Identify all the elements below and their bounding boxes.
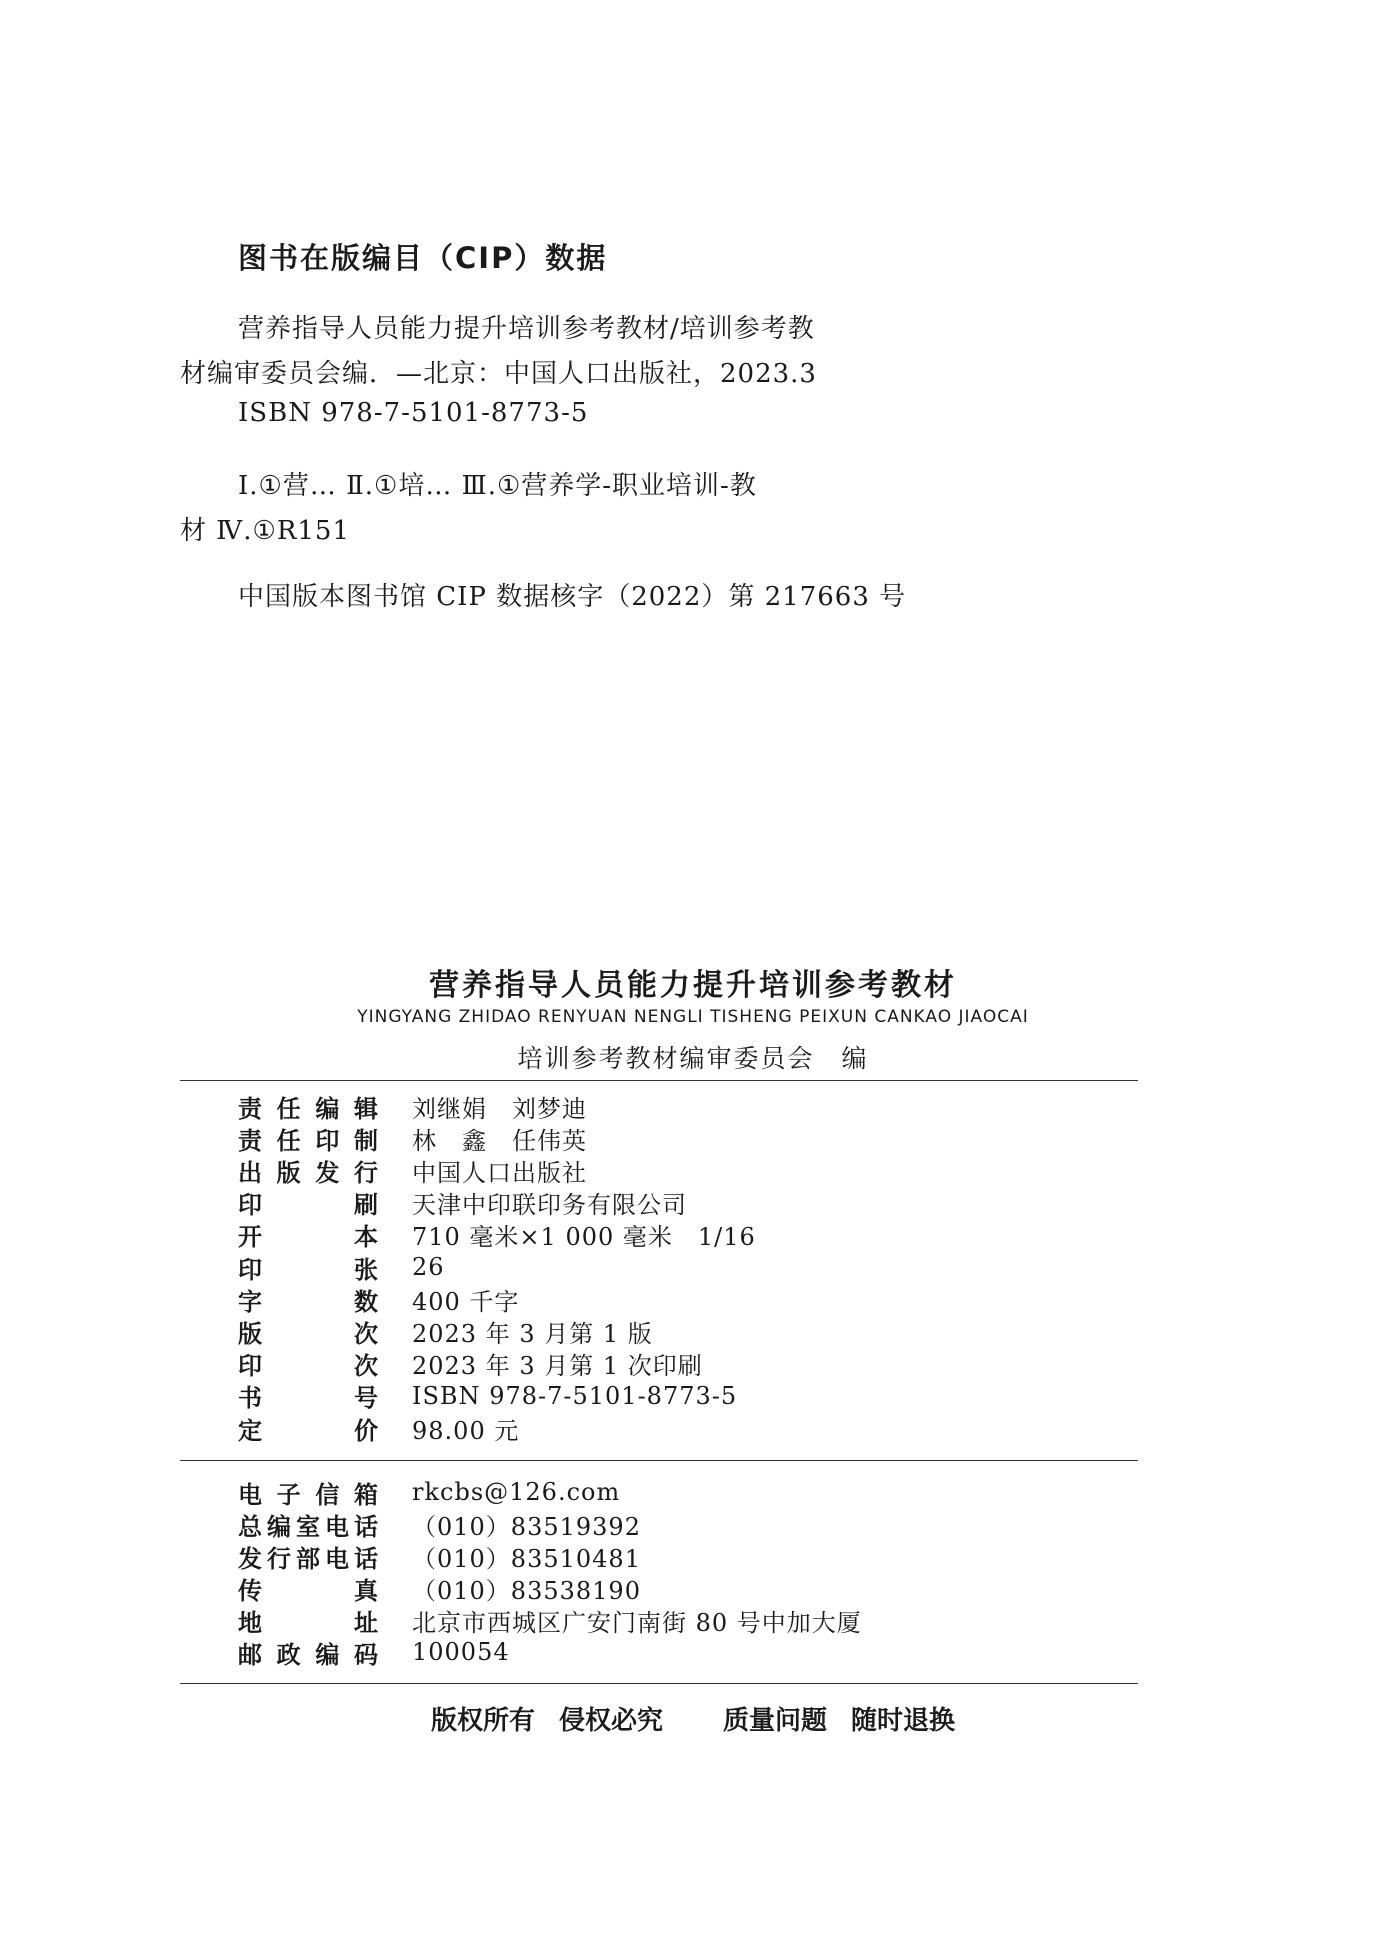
info-label-char: 次 xyxy=(354,1319,378,1348)
info-label-char: 编 xyxy=(267,1512,291,1541)
cip-line: 中国版本图书馆 CIP 数据核字（2022）第 217663 号 xyxy=(238,582,907,612)
info-label-char: 部 xyxy=(296,1544,320,1573)
info-label-char: 任 xyxy=(276,1094,301,1123)
book-pinyin: YINGYANG ZHIDAO RENYUAN NENGLI TISHENG PEIXUN CANKAO JIAOCAI xyxy=(357,1007,1029,1027)
cip-heading: 图书在版编目（CIP）数据 xyxy=(238,241,608,275)
contact-info-row xyxy=(238,1476,620,1508)
info-label-char: 张 xyxy=(354,1255,378,1284)
publication-info-row xyxy=(238,1412,519,1444)
info-value: 98.00 元 xyxy=(412,1416,520,1445)
info-label xyxy=(238,1185,378,1220)
publication-info-row xyxy=(238,1315,653,1347)
info-label-char: 印 xyxy=(315,1126,340,1155)
info-label xyxy=(238,1571,378,1606)
info-value: 2023 年 3 月第 1 版 xyxy=(412,1319,653,1348)
info-value: rkcbs@126.com xyxy=(412,1478,621,1506)
info-label-char: 邮 xyxy=(238,1640,262,1669)
footer-text: 版权所有 xyxy=(430,1706,535,1736)
info-label-char: 出 xyxy=(238,1158,262,1187)
info-label-char: 室 xyxy=(296,1512,320,1541)
publication-info-row xyxy=(238,1251,445,1283)
cip-line: Ⅰ.①营… Ⅱ.①培… Ⅲ.①营养学-职业培训-教 xyxy=(238,471,757,501)
info-label-char: 刷 xyxy=(354,1191,378,1220)
book-editor: 培训参考教材编审委员会 编 xyxy=(517,1044,869,1073)
info-label-char: 发 xyxy=(238,1544,262,1573)
footer-text: 质量问题 xyxy=(723,1706,828,1736)
publication-info-row xyxy=(238,1154,587,1186)
info-label xyxy=(238,1121,378,1156)
contact-info-row xyxy=(238,1572,641,1604)
cip-line: 营养指导人员能力提升培训参考教材/培训参考教 xyxy=(238,314,815,344)
info-value: ISBN 978-7-5101-8773-5 xyxy=(412,1381,738,1410)
publication-info-row xyxy=(238,1187,687,1219)
cip-line: 材编审委员会编．—北京：中国人口出版社，2023.3 xyxy=(180,359,817,389)
info-label-char: 址 xyxy=(354,1608,378,1637)
info-label-char: 印 xyxy=(238,1255,262,1284)
info-label-char: 次 xyxy=(354,1352,378,1381)
info-label xyxy=(238,1089,378,1124)
info-label xyxy=(238,1378,378,1413)
info-label-char: 话 xyxy=(354,1544,378,1573)
info-label xyxy=(238,1282,378,1317)
info-label-char: 子 xyxy=(276,1480,301,1509)
info-label-char: 行 xyxy=(267,1544,291,1573)
info-label-char: 编 xyxy=(315,1094,340,1123)
info-label-char: 编 xyxy=(315,1640,340,1669)
info-value: 北京市西城区广安门南街 80 号中加大厦 xyxy=(412,1608,862,1637)
info-label-char: 话 xyxy=(354,1512,378,1541)
book-title: 营养指导人员能力提升培训参考教材 xyxy=(429,968,957,1003)
info-label-char: 号 xyxy=(354,1384,378,1413)
info-label-char: 信 xyxy=(315,1480,340,1509)
info-label-char: 码 xyxy=(353,1640,378,1669)
info-label-char: 电 xyxy=(325,1544,349,1573)
info-label-char: 本 xyxy=(354,1223,378,1252)
info-label-char: 箱 xyxy=(353,1480,378,1509)
info-label xyxy=(238,1346,378,1381)
publication-info-row xyxy=(238,1380,737,1412)
info-value: 刘继娟 刘梦迪 xyxy=(412,1094,587,1123)
info-label-char: 印 xyxy=(238,1352,262,1381)
info-value: （010）83519392 xyxy=(412,1512,641,1541)
contact-info-row xyxy=(238,1508,641,1540)
info-label-char: 责 xyxy=(238,1094,262,1123)
info-label-char: 真 xyxy=(354,1576,378,1605)
publication-info-row xyxy=(238,1283,519,1315)
info-label-char: 电 xyxy=(325,1512,349,1541)
info-label-char: 地 xyxy=(238,1608,262,1637)
info-label xyxy=(238,1217,378,1252)
info-label xyxy=(238,1539,378,1574)
info-label-char: 版 xyxy=(238,1319,262,1348)
info-value: （010）83538190 xyxy=(412,1576,641,1605)
info-label-char: 行 xyxy=(353,1158,378,1187)
publication-info-row xyxy=(238,1219,756,1251)
footer-text: 侵权必究 xyxy=(558,1706,663,1736)
info-label-char: 传 xyxy=(238,1576,262,1605)
info-label-char: 制 xyxy=(353,1126,378,1155)
info-label xyxy=(238,1411,378,1446)
info-label-char: 开 xyxy=(238,1223,262,1252)
info-value: 中国人口出版社 xyxy=(412,1158,587,1187)
cip-line: ISBN 978-7-5101-8773-5 xyxy=(238,398,589,428)
publication-info-row xyxy=(238,1090,587,1122)
info-label-char: 辑 xyxy=(353,1094,378,1123)
info-value: 天津中印联印务有限公司 xyxy=(412,1191,687,1220)
copyright-footer xyxy=(0,1700,1386,1737)
cip-line: 材 Ⅳ.①R151 xyxy=(180,516,351,546)
info-label-char: 任 xyxy=(276,1126,301,1155)
info-label-char: 总 xyxy=(238,1512,262,1541)
info-label-char: 发 xyxy=(315,1158,340,1187)
info-value: 林 鑫 任伟英 xyxy=(412,1126,587,1155)
info-label-char: 政 xyxy=(276,1640,301,1669)
info-label-char: 数 xyxy=(354,1287,378,1316)
contact-info-row xyxy=(238,1540,641,1572)
divider xyxy=(180,1460,1138,1461)
info-label-char: 版 xyxy=(276,1158,301,1187)
info-label-char: 电 xyxy=(238,1480,262,1509)
info-label-char: 责 xyxy=(238,1126,262,1155)
divider xyxy=(180,1080,1138,1081)
info-label xyxy=(238,1635,378,1670)
info-label xyxy=(238,1507,378,1542)
info-label xyxy=(238,1475,378,1510)
info-label-char: 印 xyxy=(238,1191,262,1220)
info-label xyxy=(238,1250,378,1285)
info-value: 100054 xyxy=(412,1638,510,1666)
info-value: 2023 年 3 月第 1 次印刷 xyxy=(412,1352,703,1381)
info-label xyxy=(238,1603,378,1638)
publication-info-row xyxy=(238,1348,703,1380)
footer-text: 随时退换 xyxy=(851,1706,956,1736)
contact-info-row xyxy=(238,1636,510,1668)
info-label-char: 定 xyxy=(238,1416,262,1445)
info-value: （010）83510481 xyxy=(412,1544,641,1573)
info-label-char: 字 xyxy=(238,1287,262,1316)
publication-info-row xyxy=(238,1122,587,1154)
info-value: 400 千字 xyxy=(412,1287,520,1316)
divider xyxy=(180,1683,1138,1684)
info-label-char: 价 xyxy=(354,1416,378,1445)
contact-info-row xyxy=(238,1604,862,1636)
info-label xyxy=(238,1153,378,1188)
info-label xyxy=(238,1314,378,1349)
info-value: 26 xyxy=(412,1253,445,1281)
info-label-char: 书 xyxy=(238,1384,262,1413)
info-value: 710 毫米×1 000 毫米 1/16 xyxy=(412,1223,756,1252)
